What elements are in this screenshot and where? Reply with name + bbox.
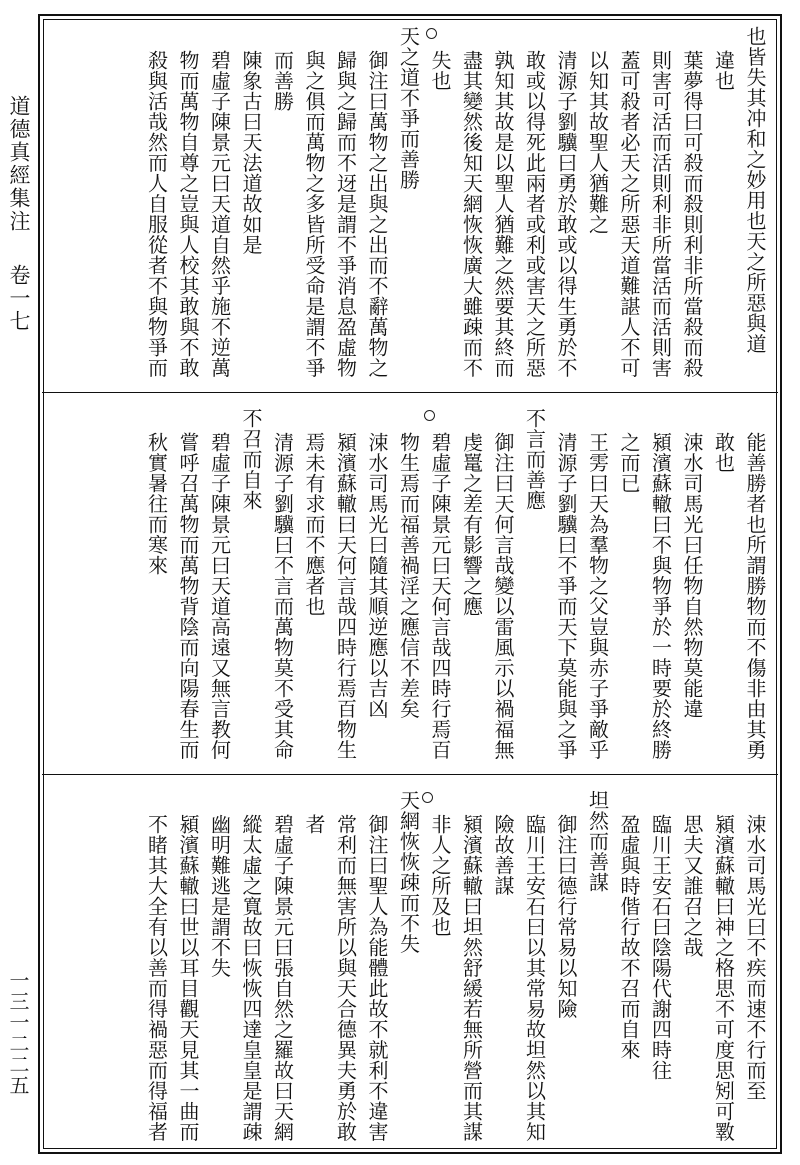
text-column: 之而已 <box>617 432 641 494</box>
text-column: 失也 <box>428 50 452 91</box>
text-column: 與之俱而萬物之多皆所受命是謂不爭 <box>302 50 326 378</box>
text-column: 嘗呼召萬物而萬物背陰而向陽春生而 <box>176 432 200 760</box>
text-column: 險故善謀 <box>491 814 515 896</box>
text-column: 涑水司馬光曰隨其順逆應以吉凶 <box>365 432 389 719</box>
text-column: 常利而無害所以與天合德異夫勇於敢 <box>333 814 358 1142</box>
text-column: 葉夢得曰可殺而殺則利非所當殺而殺 <box>680 50 704 378</box>
text-column: 清源子劉驥曰勇於敢或以得生勇於不 <box>554 50 578 378</box>
text-column: 清源子劉驥曰不言而萬物莫不受其命 <box>270 432 295 760</box>
text-column: 敢或以得死此兩者或利或害天之所惡 <box>522 50 547 378</box>
text-column: 物生焉而福善禍淫之應信不差矣 <box>396 432 421 719</box>
text-column: 幽明難逃是謂不失 <box>207 814 232 978</box>
text-column: 潁濱蘇轍曰不與物爭於一時要於終勝 <box>648 432 673 760</box>
volume-label: 卷一七 <box>7 263 31 333</box>
text-column: 虔鼍之差有影響之應 <box>459 432 484 617</box>
text-column: 碧虛子陳景元曰張自然之羅故曰天網 <box>270 814 295 1142</box>
book-title: 道德真經集注 <box>7 95 31 233</box>
text-column: 碧虛子陳景元曰天何言哉四時行焉百 <box>428 432 452 760</box>
text-column: 不言而善應 <box>522 408 547 511</box>
text-column: 清源子劉驥曰不爭而天下莫能與之爭 <box>554 432 578 760</box>
text-column: 陳象古曰天法道故如是 <box>239 50 263 255</box>
text-column: 盡其變然後知天網恢恢廣大雖疎而不 <box>459 50 484 378</box>
text-column: 潁濱蘇轍曰世以耳目觀天見其一曲而 <box>176 814 200 1142</box>
text-section-top <box>52 26 770 386</box>
text-column: 者 <box>302 814 326 835</box>
text-column: 也皆失其冲和之妙用也天之所惡與道 <box>743 26 767 354</box>
section-divider <box>42 774 778 775</box>
text-column: 縱太虛之寬故曰恢恢四達皇皇是謂疎 <box>239 814 263 1142</box>
text-column: 御注曰天何言哉變以雷風示以禍福無 <box>491 432 515 760</box>
text-column: 涑水司馬光曰任物自然物莫能違 <box>680 432 704 719</box>
text-column: 焉未有求而不應者也 <box>302 432 326 617</box>
text-column: 非人之所及也 <box>428 814 452 937</box>
text-column: 潁濱蘇轍曰神之格思不可度思矧可斁 <box>711 814 736 1142</box>
text-column: 物而萬物自尊之豈與人校其敢與不敢 <box>176 50 200 378</box>
text-column: 臨川王安石曰以其常易故坦然以其知 <box>522 814 547 1142</box>
section-divider <box>42 392 778 393</box>
text-column: 碧虛子陳景元曰天道高遠又無言教何 <box>207 432 232 760</box>
text-column: 御注曰萬物之出與之出而不辭萬物之 <box>365 50 389 378</box>
text-column: 而善勝 <box>270 50 295 112</box>
text-column: 碧虛子陳景元曰天道自然乎施不逆萬 <box>207 50 232 378</box>
text-column: 違也 <box>711 50 736 91</box>
text-column: 以知其故聖人猶難之 <box>585 50 610 235</box>
text-column: 秋實暑往而寒來 <box>144 432 169 576</box>
text-column: 殺與活哉然而人自服從者不與物爭而 <box>144 50 169 378</box>
text-column: 潁濱蘇轍曰天何言哉四時行焉百物生 <box>333 432 358 760</box>
text-column: 御注曰聖人為能體此故不就利不違害 <box>365 814 389 1142</box>
text-column: 王雱曰天為羣物之父豈與赤子爭敵乎 <box>585 432 610 760</box>
text-column: 則害可活而活則利非所當活而活則害 <box>648 50 673 378</box>
text-column: 蓋可殺者必天之所惡天道難諶人不可 <box>617 50 641 378</box>
text-column: 臨川王安石曰陰陽代謝四時往 <box>648 814 673 1081</box>
text-column: 涑水司馬光曰不疾而速不行而至 <box>743 814 767 1101</box>
text-column: 天網恢恢疎而不失 <box>396 790 421 954</box>
text-column: 歸與之歸而不迓是謂不爭消息盈虛物 <box>333 50 358 378</box>
text-column: 坦然而善謀 <box>585 790 610 893</box>
text-column: 敢也 <box>711 432 736 473</box>
text-column: 孰知其故是以聖人猶難之然要其終而 <box>491 50 515 378</box>
margin-title <box>4 95 34 333</box>
text-section-middle <box>52 408 770 768</box>
text-column: 不召而自來 <box>239 408 263 511</box>
text-column: 天之道不爭而善勝 <box>396 26 421 190</box>
text-column: 能善勝者也所謂勝物而不傷非由其勇 <box>743 432 767 760</box>
text-section-bottom <box>52 790 770 1146</box>
page-number: 一三一二二五 <box>6 970 30 1096</box>
text-column: 思夫又誰召之哉 <box>680 814 704 958</box>
text-column: 御注曰德行常易以知險 <box>554 814 578 1019</box>
text-column: 潁濱蘇轍曰坦然舒緩若無所營而其謀 <box>459 814 484 1142</box>
text-column: 不睹其大全有以善而得禍惡而得福者 <box>144 814 169 1142</box>
text-column: 盈虛與時偕行故不召而自來 <box>617 814 641 1060</box>
